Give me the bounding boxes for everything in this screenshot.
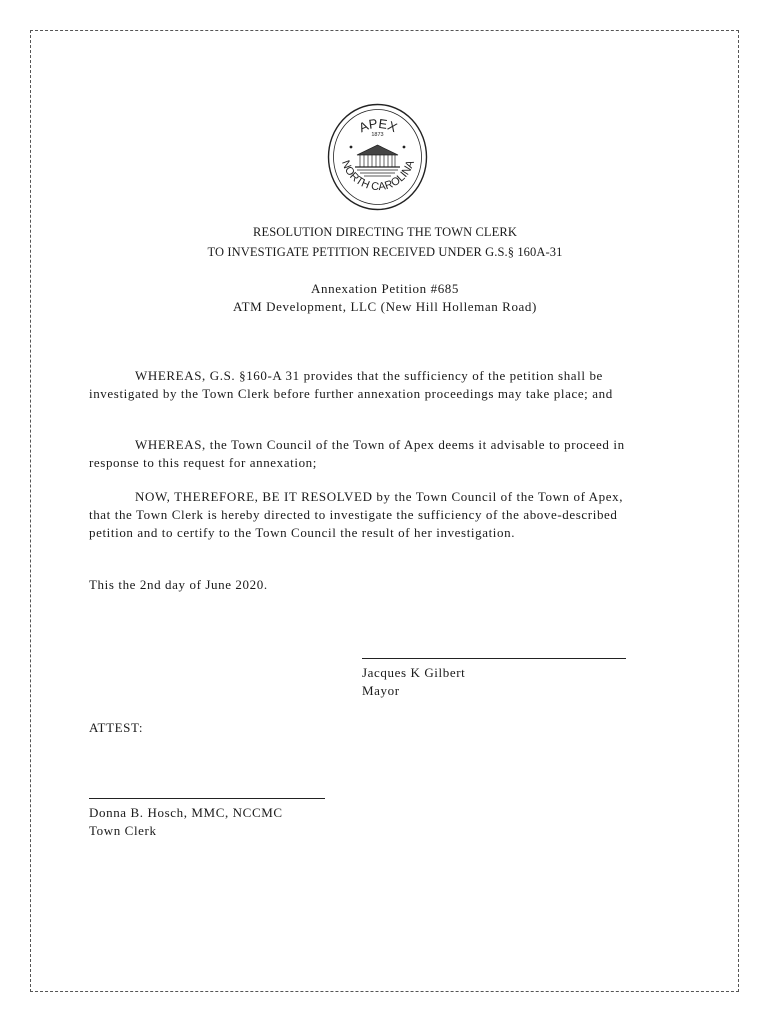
petition-number: Annexation Petition #685	[311, 281, 459, 296]
town-seal	[327, 103, 428, 211]
seal-bottom-text: NORTH CAROLINA	[339, 158, 417, 194]
whereas-paragraph-2	[89, 436, 634, 472]
resolved-text: NOW, THEREFORE, BE IT RESOLVED by the Town Council of the Town of Apex, that the Town Clerk is hereby directed to investigate the sufficiency of the above-described petition and to certify to the Town Council the result of her investigation.	[89, 489, 624, 540]
date-line: This the 2nd day of June 2020.	[89, 577, 268, 592]
clerk-signature-line	[89, 798, 325, 799]
clerk-name: Donna B. Hosch, MMC, NCCMC	[89, 805, 283, 820]
resolution-title-line2: TO INVESTIGATE PETITION RECEIVED UNDER G.S.§ 160A-31	[207, 245, 563, 259]
mayor-title: Mayor	[362, 683, 400, 698]
seal-top-text: APEX	[356, 115, 400, 136]
applicant-name: ATM Development, LLC (New Hill Holleman Road)	[233, 299, 537, 314]
whereas-1-text: WHEREAS, G.S. §160-A 31 provides that the sufficiency of the petition shall be investigated by the Town Clerk before further annexation proceedings may take place; and	[89, 368, 613, 401]
mayor-signature-line	[362, 658, 626, 659]
whereas-2-text: WHEREAS, the Town Council of the Town of Apex deems it advisable to proceed in response to this request for annexation;	[89, 437, 625, 470]
mayor-name: Jacques K Gilbert	[362, 665, 466, 680]
clerk-title: Town Clerk	[89, 823, 157, 838]
resolution-title-line1: RESOLUTION DIRECTING THE TOWN CLERK	[253, 225, 517, 239]
resolved-paragraph	[89, 488, 634, 542]
attest-label: ATTEST:	[89, 720, 144, 735]
seal-year: 1873	[371, 132, 384, 138]
depot-building-icon	[355, 145, 400, 176]
whereas-paragraph-1	[89, 367, 634, 403]
